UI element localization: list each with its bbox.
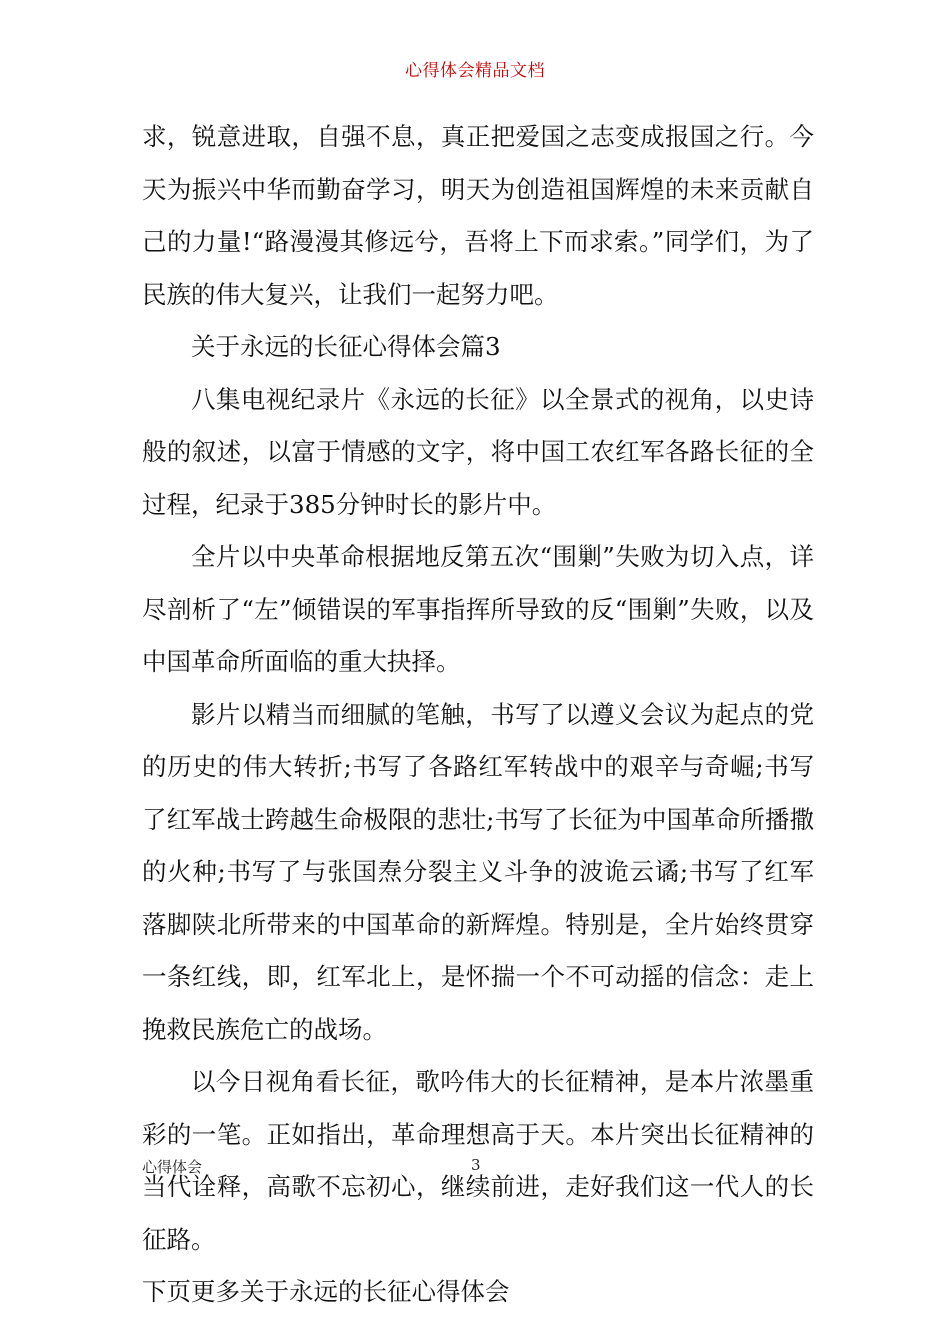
next-page-link-text: 下页更多关于永远的长征心得体会: [142, 1277, 510, 1306]
document-body: [142, 111, 814, 1319]
document-header-title: 心得体会精品文档: [405, 61, 545, 81]
section-heading: 关于永远的长征心得体会篇3: [191, 332, 501, 361]
body-paragraph: 以今日视角看长征，歌吟伟大的长征精神，是本片浓墨重彩的一笔。正如指出，革命理想高于天。本片突出长征精神的当代诠释，高歌不忘初心，继续前进，走好我们这一代人的长征路。: [142, 1067, 814, 1254]
page-number: 3: [471, 1156, 481, 1174]
body-paragraph: 求，锐意进取，自强不息，真正把爱国之志变成报国之行。今天为振兴中华而勤奋学习，明天为创造祖国辉煌的未来贡献自己的力量!“路漫漫其修远兮，吾将上下而求索。”同学们，为了民族的伟大复兴，让我们一起努力吧。: [142, 122, 814, 309]
body-paragraph: 八集电视纪录片《永远的长征》以全景式的视角，以史诗般的叙述，以富于情感的文字，将中国工农红军各路长征的全过程，纪录于385分钟时长的影片中。: [142, 384, 814, 519]
body-paragraph: 影片以精当而细腻的笔触，书写了以遵义会议为起点的党的历史的伟大转折;书写了各路红军转战中的艰辛与奇崛;书写了红军战士跨越生命极限的悲壮;书写了长征为中国革命所播撒的火种;书写了与张国焘分裂主义斗争的波诡云谲;书写了红军落脚陕北所带来的中国革命的新辉煌。特别是，全片始终贯穿一条红线，即，红军北上，是怀揣一个不可动摇的信念：走上挽救民族危亡的战场。: [142, 699, 814, 1044]
footer-label: 心得体会: [142, 1158, 203, 1176]
body-paragraph: 全片以中央革命根据地反第五次“围剿”失败为切入点，详尽剖析了“左”倾错误的军事指挥所导致的反“围剿”失败，以及中国革命所面临的重大抉择。: [142, 542, 814, 676]
